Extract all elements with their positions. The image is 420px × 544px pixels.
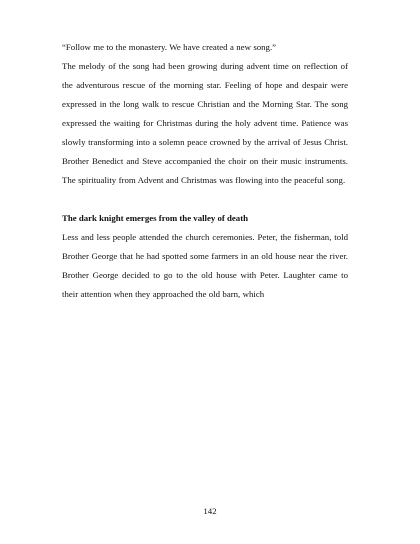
page-number: 142 [203,506,217,516]
paragraph-church-ceremonies: Less and less people attended the church ceremonies. Peter, the fisherman, told Brother George that he had spotted some farmers in an old house near the river. Brother George decided to go to the old house with Peter. Laughter came to their attention when they approached the old barn, which [62,232,348,299]
paragraph-dialogue: “Follow me to the monastery. We have created a new song.” [62,42,277,52]
paragraph-song-melody: The melody of the song had been growing during advent time on reflection of the adventurous rescue of the morning star. Feeling of hope and despair were expressed in the long walk to rescue Christian and the Morning Star. The song expressed the waiting for Christmas during the holy advent time. Patience was slowly transforming into a solemn peace crowned by the arrival of Jesus Christ. Brother Benedict and Steve accompanied the choir on their music instruments. The spirituality from Advent and Christmas was flowing into the peaceful song. [62,61,348,185]
section-heading: The dark knight emerges from the valley of death [62,213,249,223]
text-column [62,38,348,304]
